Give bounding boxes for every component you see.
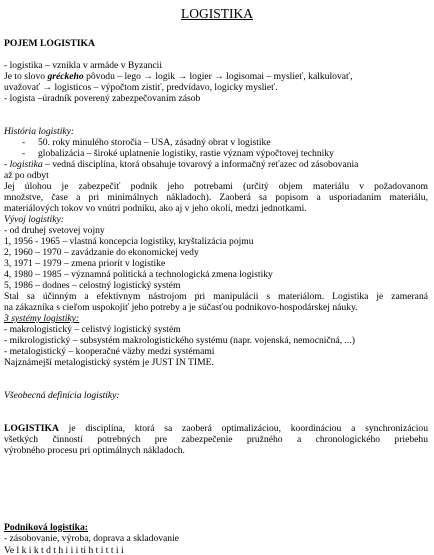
text-line: až po odbyt <box>4 170 49 181</box>
section-heading-definicia: Všeobecná definícia logistiky: <box>4 390 120 401</box>
text-line: uvažovať → logisticos – výpočtom zistiť, predvídavo, logicky myslieť. <box>4 82 278 93</box>
section-heading-vyvoj: Vývoj logistiky: <box>4 214 64 225</box>
text-line: - zásobovanie, výroba, doprava a skladovanie <box>4 533 180 544</box>
paragraph-line: množstve, čase a pri minimálnych nákladoch). Zaoberá sa popisom a usporiadaním materiálu, <box>4 192 428 203</box>
paragraph-line: materiálových tokov vo vnútri podniku, ako aj v jeho okolí, medzi jednotkami. <box>4 203 307 214</box>
section-heading-systemy: 3 systémy logistiky: <box>4 313 80 324</box>
section-heading-historia: História logistiky: <box>4 126 75 137</box>
paragraph-line: LOGISTIKA je disciplína, ktorá sa zaoberá optimalizáciou, koordináciou a synchronizáciou <box>4 423 428 434</box>
list-item: - makrologistický – celistvý logistický systém <box>4 324 181 335</box>
section-heading-podnikova: Podniková logistika: <box>4 522 88 533</box>
document-page: LOGISTIKA POJEM LOGISTIKA - logistika – vznikla v armáde v Byzancii Je to slovo gréckeho pôvodu – lego → logik → logier → logisomai – myslieť, kalkulovať, uvažovať → logisticos – výpočtom zistiť, predvídavo, logicky myslieť. - logista –úradník poverený zabezpečovaním zásob História logistiky: - 50. roky minulého storočia – USA, zásadný obrat v logistike - globalizácia – široké uplatnenie logistiky, rastie význam výpočtovej techniky - logistika – vedná disciplína, ktorá obsahuje tovarový a informačný reťazec od zásobovania až po odbyt Jej úlohou je zabezpečiť podnik jeho potrebami (určitý objem materiálu v požadovanom množstve, čase a pri minimálnych nákladoch). Zaoberá sa popisom a usporiadaním materiálu, materiálových tokov vo vnútri podniku, ako aj v jeho okolí, medzi jednotkami. Vývoj logistiky: - od druhej svetovej vojny 1, 1956 - 1965 – vlastná koncepcia logistiky, kryštalizácia pojmu 2, 1960 – 1970 – zavádzanie do ekonomickej vedy 3, 1971 – 1979 – zmena priorít v logistike 4, 1980 – 1985 – významná politická a technologická zmena logistiky 5, 1986 – dodnes – celostný logistický systém Stal sa účinným a efektívnym nástrojom pri manipulácii s materiálom. Logistika je zameraná na zákazníka s cieľom uspokojiť jeho potreby a je súčasťou podnikovo-hospodárskej náuky. 3 systémy logistiky: - makrologistický – celistvý logistický systém - mikrologistický – subsystém makrologistického systému (napr. vojenská, nemocničná, ...) - metalogistický – kooperačné väzby medzi systémami Najznámejší metalogistický systém je JUST IN TIME. Všeobecná definícia logistiky: LOGISTIKA je disciplína, ktorá sa zaoberá optimalizáciou, koordináciou a synchronizáciou všetkých činností potrebných pre zabezpečenie pružného a chronologického priebehu výrobného procesu pri optimálnych nákladoch. Podniková logistika: - zásobovanie, výroba, doprava a skladovanie Ve l k i k t d t h i i i ti h t i t t i i <box>0 0 434 555</box>
paragraph-line: na zákazníka s cieľom uspokojiť jeho potreby a je súčasťou podnikovo-hospodárskej náuky. <box>4 302 358 313</box>
paragraph-line: výrobného procesu pri optimálnych nákladoch. <box>4 445 185 456</box>
list-item: 4, 1980 – 1985 – významná politická a technologická zmena logistiky <box>4 269 273 280</box>
list-item: - metalogistický – kooperačné väzby medzi systémami <box>4 346 215 357</box>
text-line: Je to slovo gréckeho pôvodu – lego → logik → logier → logisomai – myslieť, kalkulovať, <box>4 71 353 82</box>
paragraph-line: Stal sa účinným a efektívnym nástrojom pri manipulácii s materiálom. Logistika je zameraná <box>4 291 428 302</box>
emphasis-word: gréckeho <box>47 71 84 82</box>
text-line: - logistika – vedná disciplína, ktorá obsahuje tovarový a informačný reťazec od zásobovania <box>4 159 359 170</box>
text-line: - logista –úradník poverený zabezpečovaním zásob <box>4 93 201 104</box>
text-line: - logistika – vznikla v armáde v Byzancii <box>4 60 162 71</box>
paragraph-line: Jej úlohou je zabezpečiť podnik jeho potrebami (určitý objem materiálu v požadovanom <box>4 181 428 192</box>
text-line-cut: Ve l k i k t d t h i i i ti h t i t t i i <box>4 545 124 555</box>
list-item: 3, 1971 – 1979 – zmena priorít v logistike <box>4 258 166 269</box>
emphasis-word: LOGISTIKA <box>4 423 59 434</box>
document-title: LOGISTIKA <box>181 6 253 21</box>
section-heading-pojem: POJEM LOGISTIKA <box>4 38 95 49</box>
list-item: 2, 1960 – 1970 – zavádzanie do ekonomickej vedy <box>4 247 199 258</box>
text-line: - od druhej svetovej vojny <box>4 225 105 236</box>
text-line: Najznámejší metalogistický systém je JUST IN TIME. <box>4 357 214 368</box>
list-item: - mikrologistický – subsystém makrologistického systému (napr. vojenská, nemocničná, ...) <box>4 335 355 346</box>
paragraph-line: všetkých činností potrebných pre zabezpečenie pružného a chronologického priebehu <box>4 434 428 445</box>
list-item: 5, 1986 – dodnes – celostný logistický systém <box>4 280 181 291</box>
list-item: 1, 1956 - 1965 – vlastná koncepcia logistiky, kryštalizácia pojmu <box>4 236 254 247</box>
